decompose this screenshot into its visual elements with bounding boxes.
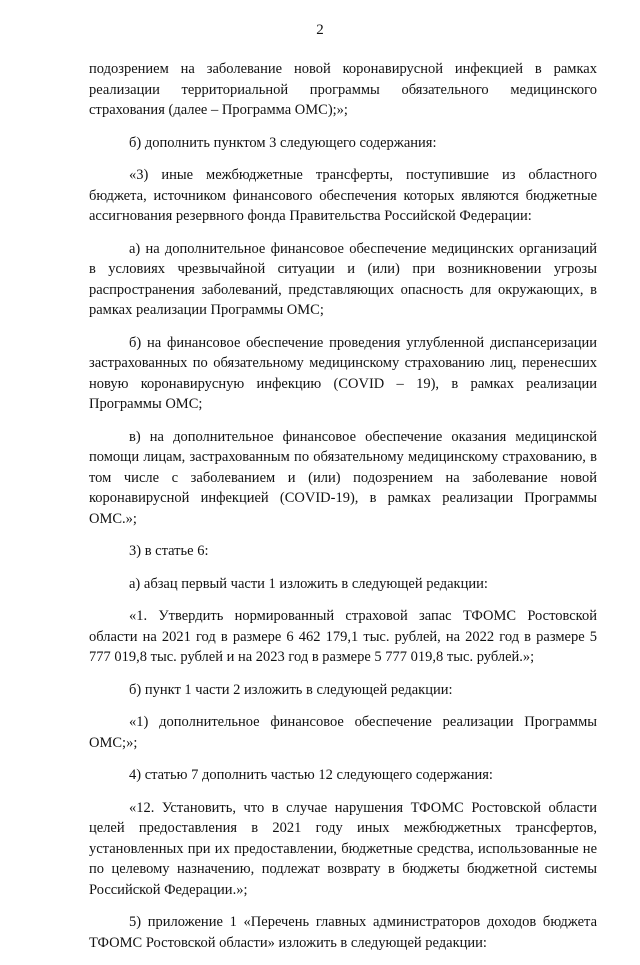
- document-body: [89, 59, 597, 965]
- paragraph: б) пункт 1 части 2 изложить в следующей редакции:: [129, 681, 453, 698]
- paragraph: подозрением на заболевание новой коронавирусной инфекцией в рамках реализации территориальной программы обязательного медицинского страхования (далее – Программа ОМС);»;: [89, 61, 597, 118]
- paragraph: в) на дополнительное финансовое обеспечение оказания медицинской помощи лицам, застрахованным по обязательному медицинскому страхованию, в том числе с заболеванием и (или) подозрением на заболевание новой коронавирусной инфекцией (COVID-19), в рамках реализации Программы ОМС.»;: [89, 428, 597, 527]
- paragraph: «3) иные межбюджетные трансферты, поступившие из областного бюджета, источником финансового обеспечения которых являются бюджетные ассигнования резервного фонда Правительства Российской Федерации:: [89, 167, 597, 224]
- paragraph: «1) дополнительное финансовое обеспечение реализации Программы ОМС;»;: [89, 714, 597, 751]
- paragraph: 5) приложение 1 «Перечень главных администраторов доходов бюджета ТФОМС Ростовской области» изложить в следующей редакции:: [89, 914, 597, 951]
- paragraph: а) на дополнительное финансовое обеспечение медицинских организаций в условиях чрезвычайной ситуации и (или) при возникновении угрозы распространения заболеваний, представляющих опасность для окружающих, в рамках реализации Программы ОМС;: [89, 240, 597, 318]
- page-number: 2: [316, 22, 324, 38]
- paragraph: «12. Установить, что в случае нарушения ТФОМС Ростовской области целей предоставления в 2021 году иных межбюджетных трансфертов, установленных при их предоставлении, бюджетные средства, использованные не по целевому назначению, подлежат возврату в бюджеты бюджетной системы Российской Федерации.»;: [89, 799, 597, 898]
- paragraph: б) на финансовое обеспечение проведения углубленной диспансеризации застрахованных по обязательному медицинскому страхованию лиц, перенесших новую коронавирусную инфекцию (COVID – 19), в рамках реализации Программы ОМС;: [89, 334, 597, 412]
- paragraph: а) абзац первый части 1 изложить в следующей редакции:: [129, 575, 488, 592]
- paragraph: «1. Утвердить нормированный страховой запас ТФОМС Ростовской области на 2021 год в размере 6 462 179,1 тыс. рублей, на 2022 год в размере 5 777 019,8 тыс. рублей и на 2023 год в размере 5 777 019,8 тыс. рублей.»;: [89, 608, 597, 665]
- paragraph: б) дополнить пунктом 3 следующего содержания:: [129, 134, 437, 151]
- paragraph: 3) в статье 6:: [129, 543, 209, 559]
- paragraph: 4) статью 7 дополнить частью 12 следующего содержания:: [129, 767, 493, 783]
